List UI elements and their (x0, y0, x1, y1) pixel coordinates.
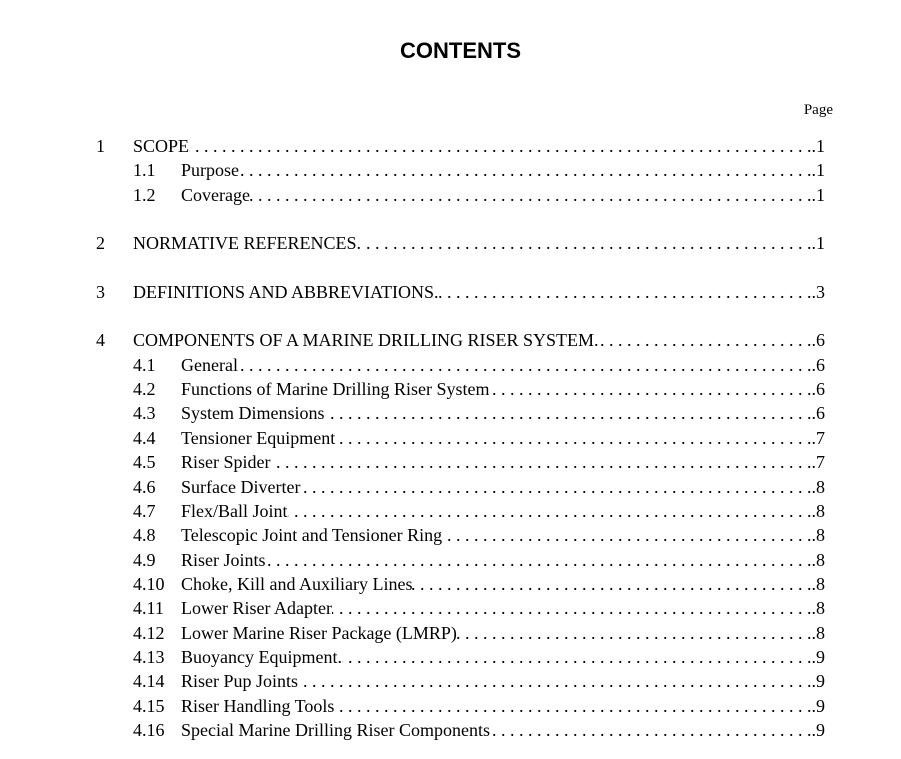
toc-entry[interactable] (0, 572, 901, 596)
toc-entry-page: .6 (811, 379, 825, 399)
toc-entry-body (181, 353, 825, 377)
dot-leader (334, 694, 811, 718)
toc-entry-page: .8 (811, 501, 825, 521)
toc-entry[interactable] (0, 401, 901, 425)
toc-entry-body (181, 596, 825, 620)
toc-entry-body (181, 572, 825, 596)
dot-leader (298, 669, 811, 693)
toc-entry-title: Surface Diverter (181, 477, 301, 497)
toc-entry-body (181, 426, 825, 450)
toc-entry[interactable] (0, 450, 901, 474)
toc-entry-title: Lower Riser Adapter (181, 598, 332, 618)
toc-entry-body (133, 280, 825, 304)
toc-entry-body (181, 499, 825, 523)
toc-entry-page: .6 (811, 355, 825, 375)
toc-entry-page: .8 (811, 525, 825, 545)
dot-leader (239, 158, 812, 182)
toc-entry-page: .1 (811, 160, 825, 180)
toc-entry-page: .9 (811, 671, 825, 691)
toc-entry-page: .3 (811, 282, 825, 302)
toc-entry-title: Riser Handling Tools (181, 696, 335, 716)
toc-entry[interactable] (0, 353, 901, 377)
dot-leader (361, 231, 811, 255)
toc-entry-title: Telescopic Joint and Tensioner Ring (181, 525, 443, 545)
dot-leader (489, 377, 811, 401)
dot-leader (325, 401, 812, 425)
toc-entry-number: 1 (96, 136, 105, 156)
toc-entry-body (181, 377, 825, 401)
toc-entry-body (181, 621, 825, 645)
toc-entry[interactable] (0, 669, 901, 693)
toc-entry-number: 4.5 (133, 452, 156, 472)
toc-entry-title: System Dimensions (181, 403, 325, 423)
toc-entry-page: .9 (811, 647, 825, 667)
toc-entry-title: Coverage (181, 185, 250, 205)
dot-leader (238, 353, 812, 377)
toc-entry-title: NORMATIVE REFERENCES. (133, 233, 362, 253)
toc-entry-number: 4.4 (133, 428, 156, 448)
toc-entry-page: .1 (811, 233, 825, 253)
toc-entry-title: Tensioner Equipment (181, 428, 336, 448)
toc-entry-page: .8 (811, 550, 825, 570)
toc-entry-title: Riser Joints (181, 550, 266, 570)
toc-entry-body (133, 231, 825, 255)
toc-entry-page: .6 (811, 330, 825, 350)
toc-entry[interactable] (0, 158, 901, 182)
toc-entry[interactable] (0, 377, 901, 401)
toc-entry-title: Lower Marine Riser Package (LMRP) (181, 623, 457, 643)
toc-entry-title: Special Marine Drilling Riser Components (181, 720, 490, 740)
toc-entry[interactable] (0, 621, 901, 645)
toc-entry[interactable] (0, 280, 901, 304)
toc-entry-title: Purpose (181, 160, 239, 180)
dot-leader (266, 548, 812, 572)
toc-entry-number: 2 (96, 233, 105, 253)
toc-entry-title: Flex/Ball Joint (181, 501, 288, 521)
toc-entry-page: .8 (811, 623, 825, 643)
toc-entry-title: SCOPE (133, 136, 190, 156)
toc-entry-page: .7 (811, 452, 825, 472)
dot-leader (335, 426, 811, 450)
toc-entry-body (181, 450, 825, 474)
toc-entry[interactable] (0, 134, 901, 158)
toc-entry-number: 3 (96, 282, 105, 302)
toc-entry[interactable] (0, 475, 901, 499)
toc-entry-page: .8 (811, 574, 825, 594)
toc-entry-number: 4.15 (133, 696, 165, 716)
toc-entry-number: 4.9 (133, 550, 156, 570)
toc-entry-number: 4.1 (133, 355, 156, 375)
toc-entry-number: 4 (96, 330, 105, 350)
toc-entry-body (181, 158, 825, 182)
toc-entry-number: 4.7 (133, 501, 156, 521)
toc-entry-page: .9 (811, 696, 825, 716)
toc-entry-title: Choke, Kill and Auxiliary Lines (181, 574, 413, 594)
toc-entry-body (181, 694, 825, 718)
toc-entry-title: Riser Pup Joints (181, 671, 299, 691)
toc-entry-body (181, 183, 825, 207)
toc-entry-title: Buoyancy Equipment. (181, 647, 342, 667)
toc-entry-number: 4.6 (133, 477, 156, 497)
dot-leader (189, 134, 811, 158)
dot-leader (457, 621, 812, 645)
toc-entry-number: 4.13 (133, 647, 165, 667)
toc-entry-body (181, 475, 825, 499)
dot-leader (300, 475, 811, 499)
dot-leader (288, 499, 812, 523)
toc-entry[interactable] (0, 499, 901, 523)
toc-entry[interactable] (0, 328, 901, 352)
toc-entry[interactable] (0, 231, 901, 255)
toc-entry-body (181, 401, 825, 425)
toc-entry[interactable] (0, 718, 901, 742)
dot-leader (250, 183, 812, 207)
toc-entry-title: General (181, 355, 238, 375)
toc-entry-number: 4.3 (133, 403, 156, 423)
dot-leader (412, 572, 811, 596)
toc-entry-number: 4.10 (133, 574, 165, 594)
toc-entry-number: 4.11 (133, 598, 164, 618)
toc-entry[interactable] (0, 694, 901, 718)
toc-entry-number: 4.12 (133, 623, 165, 643)
toc-entry-body (181, 718, 825, 742)
toc-entry-title: Riser Spider (181, 452, 271, 472)
toc-entry-number: 4.8 (133, 525, 156, 545)
toc-entry-number: 1.1 (133, 160, 156, 180)
toc-entry-page: .9 (811, 720, 825, 740)
toc-entry[interactable] (0, 183, 901, 207)
dot-leader (490, 718, 812, 742)
dot-leader (271, 450, 812, 474)
toc-entry-body (133, 134, 825, 158)
toc-entry-page: .1 (811, 185, 825, 205)
dot-leader (439, 280, 812, 304)
toc-entry-number: 4.14 (133, 671, 165, 691)
toc-entry-page: .8 (811, 477, 825, 497)
dot-leader (332, 596, 812, 620)
page-title: CONTENTS (400, 38, 521, 63)
toc-entry-page: .8 (811, 598, 825, 618)
toc-entry-body (181, 548, 825, 572)
page-column-label: Page (803, 102, 833, 118)
toc-entry[interactable] (0, 523, 901, 547)
toc-entry-page: .6 (811, 403, 825, 423)
toc-entry-body (181, 645, 825, 669)
toc-entry[interactable] (0, 596, 901, 620)
toc-entry-title: Functions of Marine Drilling Riser System (181, 379, 490, 399)
toc-entry-page: .7 (811, 428, 825, 448)
toc-entry-title: COMPONENTS OF A MARINE DRILLING RISER SYSTEM. (133, 330, 599, 350)
toc-entry-number: 4.2 (133, 379, 156, 399)
dot-leader (342, 645, 812, 669)
toc-entry-body (181, 669, 825, 693)
toc-entry-number: 1.2 (133, 185, 156, 205)
toc-entry[interactable] (0, 548, 901, 572)
toc-entry[interactable] (0, 426, 901, 450)
toc-entry-body (133, 328, 825, 352)
toc-entry-body (181, 523, 825, 547)
toc-entry-page: .1 (811, 136, 825, 156)
dot-leader (442, 523, 811, 547)
toc-entry[interactable] (0, 645, 901, 669)
dot-leader (599, 328, 812, 352)
toc-entry-title: DEFINITIONS AND ABBREVIATIONS. (133, 282, 439, 302)
toc-entry-number: 4.16 (133, 720, 165, 740)
